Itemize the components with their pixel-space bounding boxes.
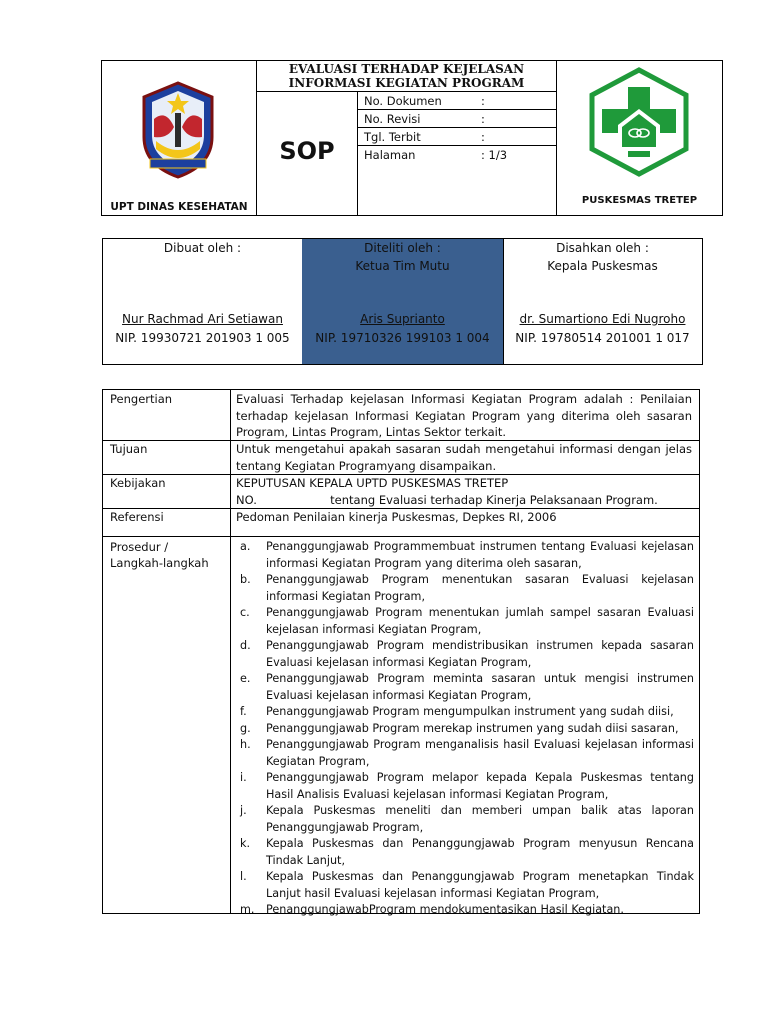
prosedur-label-line-1: Prosedur / [110,540,169,554]
sop-label: SOP [257,92,358,215]
kebijakan-label: Kebijakan [110,476,166,490]
puskesmas-logo-icon [586,67,692,177]
list-item: m. PenanggungjawabProgram mendokumentasikan Hasil Kegiatan. [240,903,624,916]
list-item: e. Penanggungjawab Program meminta sasaran untuk mengisi instrumen Evaluasi kejelasan informasi Kegiatan Program, [240,672,694,702]
tujuan-text: Untuk mengetahui apakah sasaran sudah mengetahui informasi dengan jelas tentang Kegiatan Programyang disampaikan. [236,442,692,473]
checked-by-name: Aris Suprianto [360,312,445,326]
checked-by-column [302,239,504,364]
meta-value: : 1/3 [481,148,508,162]
row-kebijakan [103,474,699,509]
approved-by-role: Disahkan oleh : [556,241,649,255]
meta-value: : [481,94,485,108]
list-item: b. Penanggungjawab Program menentukan sasaran Evaluasi kejelasan informasi Kegiatan Program, [240,573,694,603]
checked-by-title: Ketua Tim Mutu [355,259,450,273]
checked-by-nip: NIP. 19710326 199103 1 004 [315,331,490,345]
pengertian-label: Pengertian [110,392,173,406]
meta-value: : [481,112,485,126]
list-item: h. Penanggungjawab Program menganalisis hasil Evaluasi kejelasan informasi Kegiatan Program, [240,738,694,768]
made-by-nip: NIP. 19930721 201903 1 005 [115,331,290,345]
row-pengertian [103,390,699,441]
made-by-column [103,239,303,364]
pengertian-text: Evaluasi Terhadap kejelasan Informasi Kegiatan Program adalah : Penilaian terhadap kejelasan Informasi Kegiatan Program yang diterima oleh sasaran Program, Lintas Program, Lintas Sektor terkait. [236,392,692,439]
approved-by-nip: NIP. 19780514 201001 1 017 [515,331,690,345]
org-right-caption: PUSKESMAS TRETEP [581,195,698,206]
list-item: f. Penanggungjawab Program mengumpulkan instrument yang sudah diisi, [240,705,674,718]
kebijakan-text [236,475,692,508]
tujuan-label: Tujuan [110,442,148,456]
referensi-label: Referensi [110,510,164,524]
list-item: g. Penanggungjawab Program merekap instrumen yang sudah diisi sasaran, [240,721,679,735]
row-tujuan [103,440,699,475]
approved-by-title: Kepala Puskesmas [547,259,658,273]
approved-by-column [503,239,702,364]
document-meta [358,92,557,215]
org-left-caption: UPT DINAS KESEHATAN [110,201,248,213]
kebijakan-line-1: KEPUTUSAN KEPALA UPTD PUSKESMAS TRETEP [236,476,509,490]
meta-row-halaman [358,146,557,164]
list-item: l. Kepala Puskesmas dan Penanggungjawab Program menetapkan Tindak Lanjut hasil Evaluasi kejelasan informasi Kegiatan Program, [240,870,694,900]
meta-value: : [481,130,485,144]
approved-by-name: dr. Sumartiono Edi Nugroho [519,312,686,326]
puskesmas-logo-cell [557,61,722,215]
procedure-steps [236,539,694,919]
meta-row-no-dokumen [358,92,557,110]
meta-label: No. Dokumen [364,94,442,108]
kebijakan-tentang: tentang Evaluasi terhadap Kinerja Pelaksanaan Program. [330,492,658,507]
made-by-role: Dibuat oleh : [163,241,242,255]
kebijakan-line-2 [236,492,692,509]
meta-label: Tgl. Terbit [364,130,421,144]
list-item: i. Penanggungjawab Program melapor kepada Kepala Puskesmas tentang Hasil Analisis Evaluasi kejelasan informasi Kegiatan Program, [240,771,694,801]
title-line-1: EVALUASI TERHADAP KEJELASAN [288,62,525,76]
meta-row-tgl-terbit [358,128,557,146]
kebijakan-no: NO. [236,492,257,507]
sop-header [101,60,723,216]
row-referensi [103,508,699,537]
referensi-text: Pedoman Penilaian kinerja Puskesmas, Depkes RI, 2006 [236,510,557,524]
checked-by-role: Diteliti oleh : [364,241,441,255]
made-by-name: Nur Rachmad Ari Setiawan [122,312,283,326]
document-title [257,61,557,92]
prosedur-label-line-2: Langkah-langkah [110,556,209,570]
sop-content-table [102,389,700,914]
agency-logo-cell [102,61,257,215]
meta-label: Halaman [364,148,416,162]
list-item: k. Kepala Puskesmas dan Penanggungjawab Program menyusun Rencana Tindak Lanjut, [240,837,694,867]
prosedur-label [110,539,209,571]
list-item: j. Kepala Puskesmas meneliti dan memberi umpan balik atas laporan Penanggungjawab Program, [240,804,694,834]
list-item: d. Penanggungjawab Program mendistribusikan instrumen kepada sasaran Evaluasi kejelasan informasi Kegiatan Program, [240,639,694,669]
meta-row-no-revisi [358,110,557,128]
meta-label: No. Revisi [364,112,421,126]
list-item: c. Penanggungjawab Program menentukan jumlah sampel sasaran Evaluasi kejelasan informasi Kegiatan Program, [240,606,694,636]
list-item: a. Penanggungjawab Programmembuat instrumen tentang Evaluasi kejelasan informasi Kegiatan Program yang diterima oleh sasaran, [240,540,694,570]
approval-table [102,238,703,365]
regency-emblem-icon [138,79,218,179]
title-line-2: INFORMASI KEGIATAN PROGRAM [288,76,525,90]
